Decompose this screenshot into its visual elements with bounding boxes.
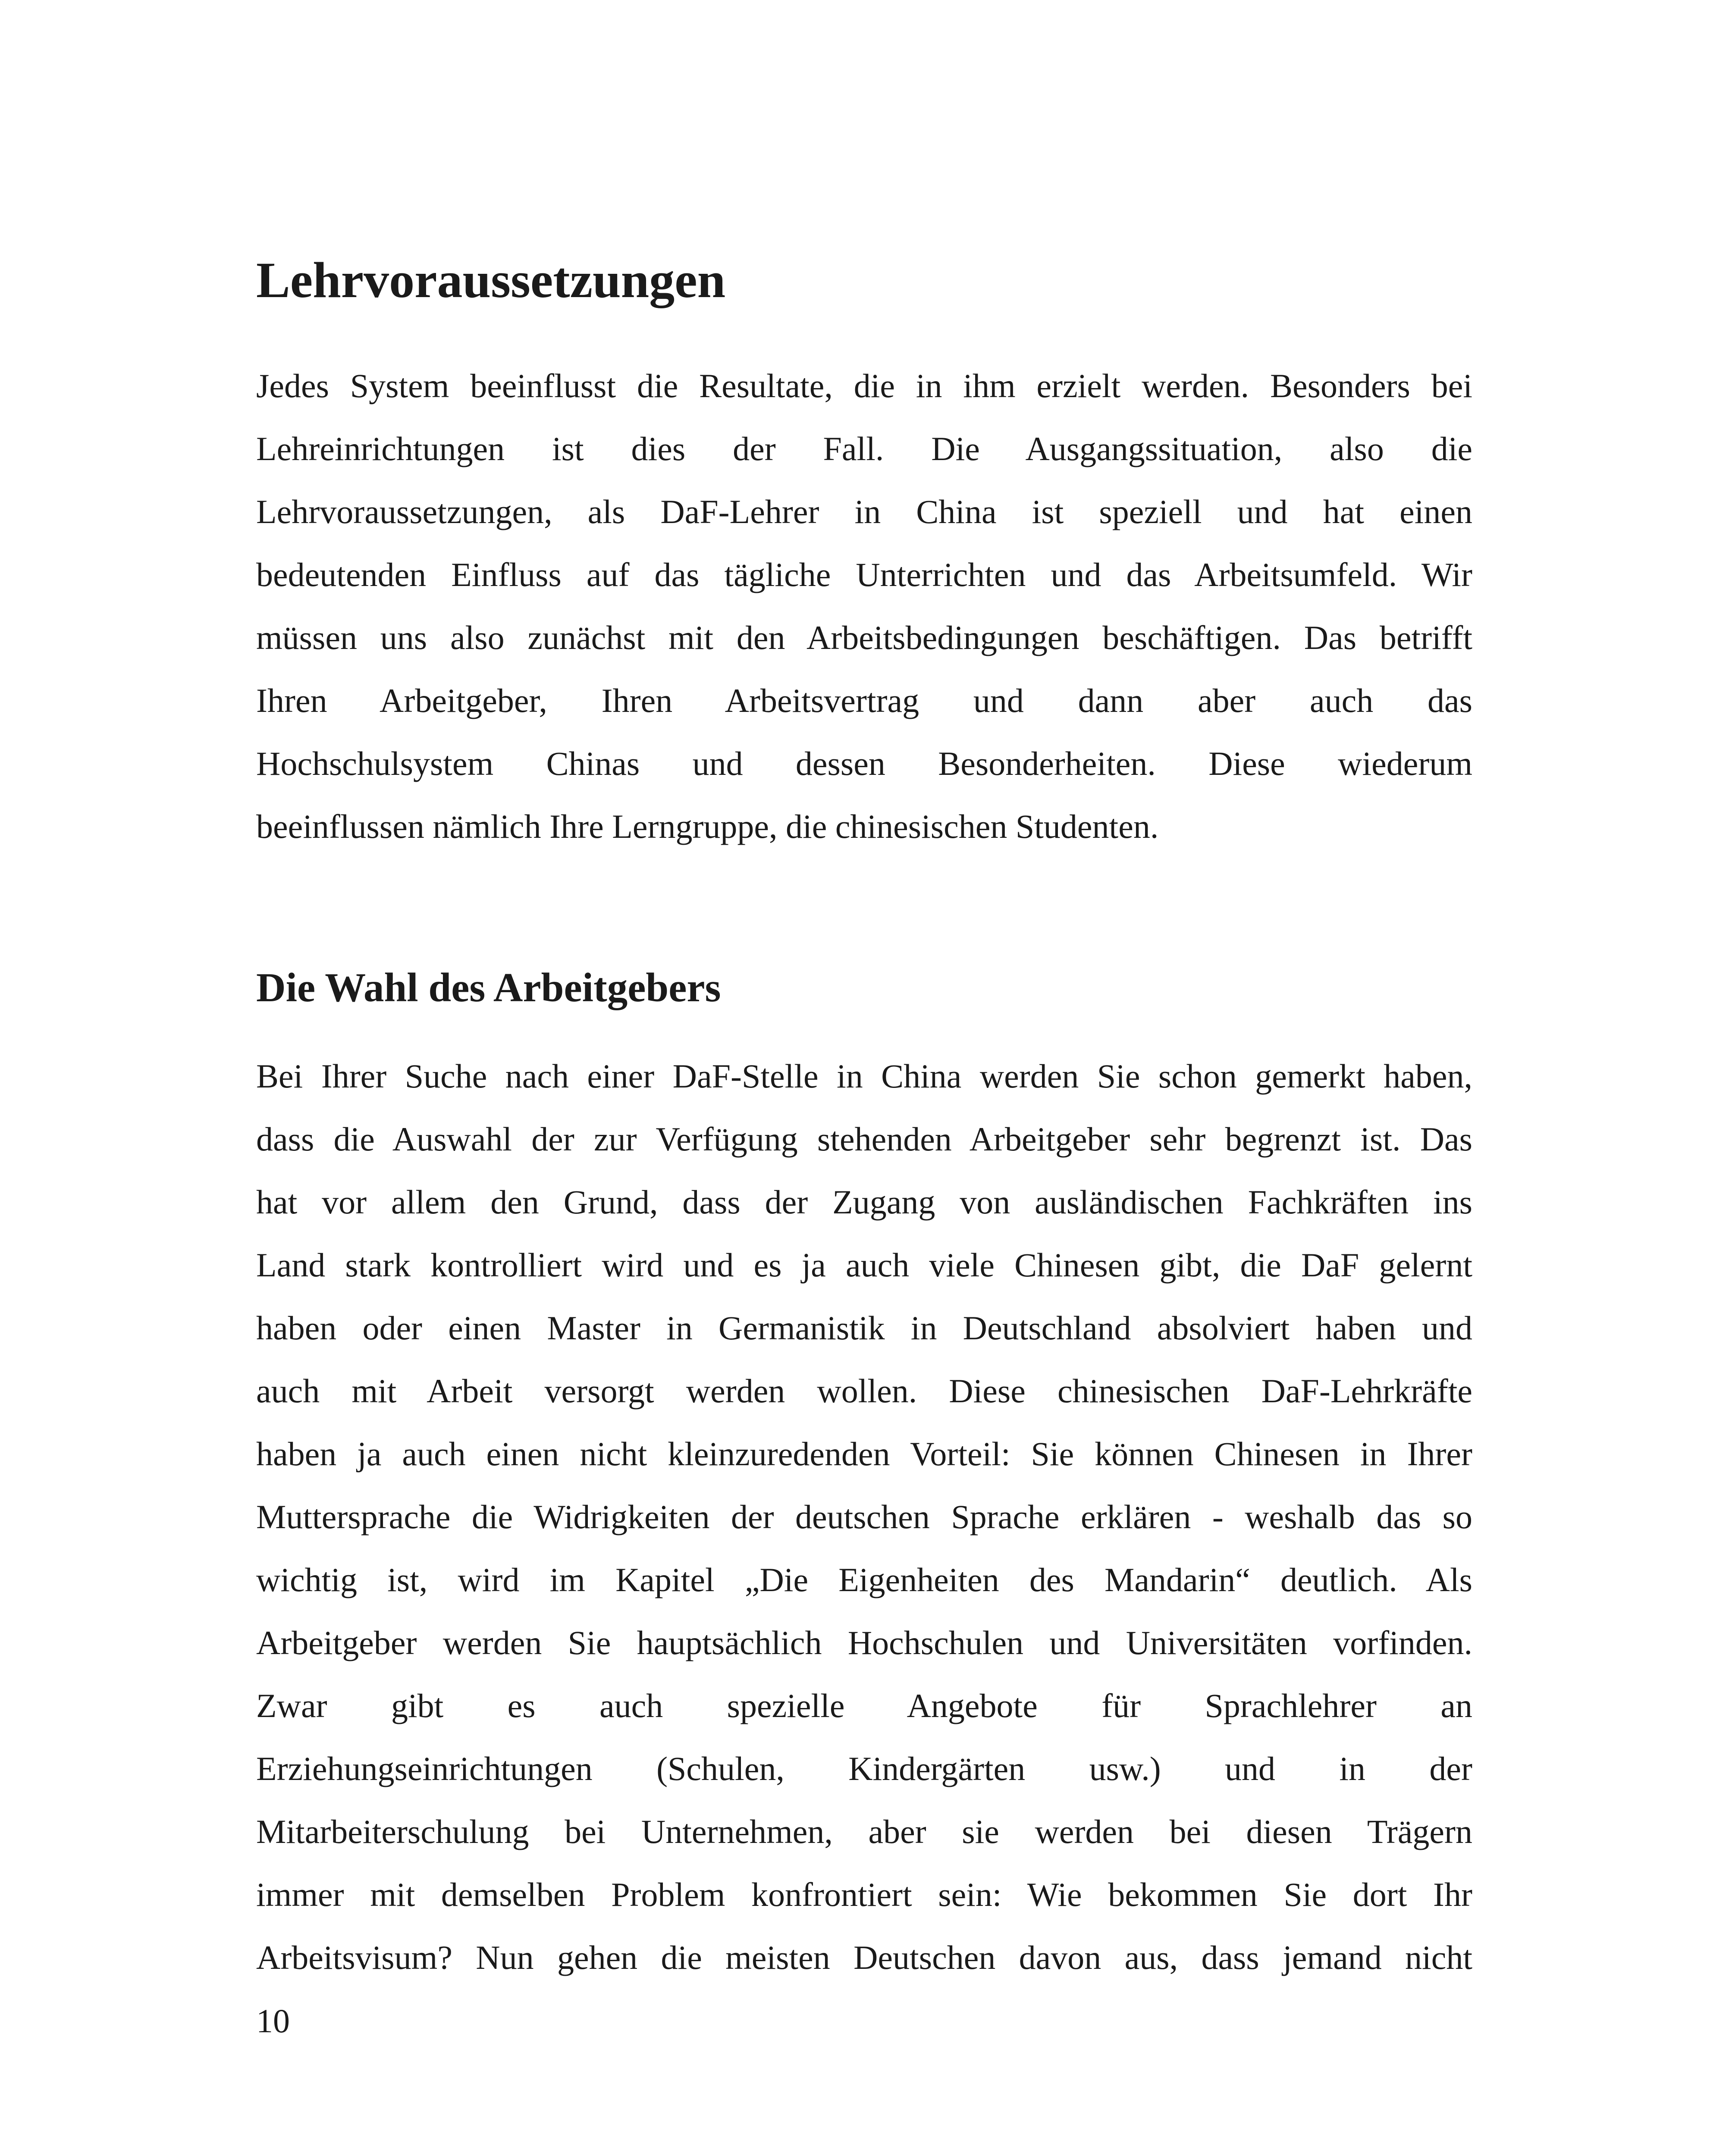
- text-line: Lehreinrichtungen ist dies der Fall. Die Ausgangssituation, also die: [256, 430, 1472, 467]
- text-line: Arbeitsvisum? Nun gehen die meisten Deutschen davon aus, dass jemand nicht: [256, 1939, 1472, 1976]
- text-line: Mitarbeiterschulung bei Unternehmen, aber sie werden bei diesen Trägern: [256, 1813, 1472, 1850]
- text-line: Lehrvoraussetzungen, als DaF-Lehrer in China ist speziell und hat einen: [256, 493, 1472, 530]
- text-line: wichtig ist, wird im Kapitel „Die Eigenheiten des Mandarin“ deutlich. Als: [256, 1561, 1472, 1598]
- text-line: Jedes System beeinflusst die Resultate, die in ihm erzielt werden. Besonders bei: [256, 367, 1472, 404]
- text-line: Land stark kontrolliert wird und es ja auch viele Chinesen gibt, die DaF gelernt: [256, 1246, 1472, 1284]
- text-line: immer mit demselben Problem konfrontiert sein: Wie bekommen Sie dort Ihr: [256, 1876, 1472, 1913]
- subsection-heading: Die Wahl des Arbeitgebers: [256, 965, 721, 1010]
- text-line: haben oder einen Master in Germanistik in Deutschland absolviert haben und: [256, 1309, 1472, 1347]
- section-paragraph: [256, 354, 1472, 858]
- text-line: bedeutenden Einfluss auf das tägliche Unterrichten und das Arbeitsumfeld. Wir: [256, 556, 1472, 593]
- section-heading: Lehrvoraussetzungen: [256, 252, 726, 308]
- text-line: Erziehungseinrichtungen (Schulen, Kindergärten usw.) und in der: [256, 1750, 1472, 1787]
- text-line: Muttersprache die Widrigkeiten der deutschen Sprache erklären - weshalb das so: [256, 1498, 1472, 1536]
- text-line: Bei Ihrer Suche nach einer DaF-Stelle in China werden Sie schon gemerkt haben,: [256, 1057, 1472, 1095]
- text-line: haben ja auch einen nicht kleinzuredenden Vorteil: Sie können Chinesen in Ihrer: [256, 1435, 1472, 1473]
- text-line: hat vor allem den Grund, dass der Zugang von ausländischen Fachkräften ins: [256, 1183, 1472, 1221]
- subsection-paragraph: [256, 1045, 1472, 1989]
- text-line: beeinflussen nämlich Ihre Lerngruppe, die chinesischen Studenten.: [256, 808, 1159, 845]
- text-line: Arbeitgeber werden Sie hauptsächlich Hochschulen und Universitäten vorfinden.: [256, 1624, 1472, 1661]
- text-line: Zwar gibt es auch spezielle Angebote für Sprachlehrer an: [256, 1687, 1472, 1724]
- text-line: Ihren Arbeitgeber, Ihren Arbeitsvertrag und dann aber auch das: [256, 682, 1472, 719]
- text-line: Hochschulsystem Chinas und dessen Besonderheiten. Diese wiederum: [256, 745, 1472, 782]
- text-line: dass die Auswahl der zur Verfügung stehenden Arbeitgeber sehr begrenzt ist. Das: [256, 1120, 1472, 1158]
- page-number: 10: [256, 2002, 290, 2040]
- text-line: auch mit Arbeit versorgt werden wollen. Diese chinesischen DaF-Lehrkräfte: [256, 1372, 1472, 1410]
- text-line: müssen uns also zunächst mit den Arbeitsbedingungen beschäftigen. Das betrifft: [256, 619, 1472, 656]
